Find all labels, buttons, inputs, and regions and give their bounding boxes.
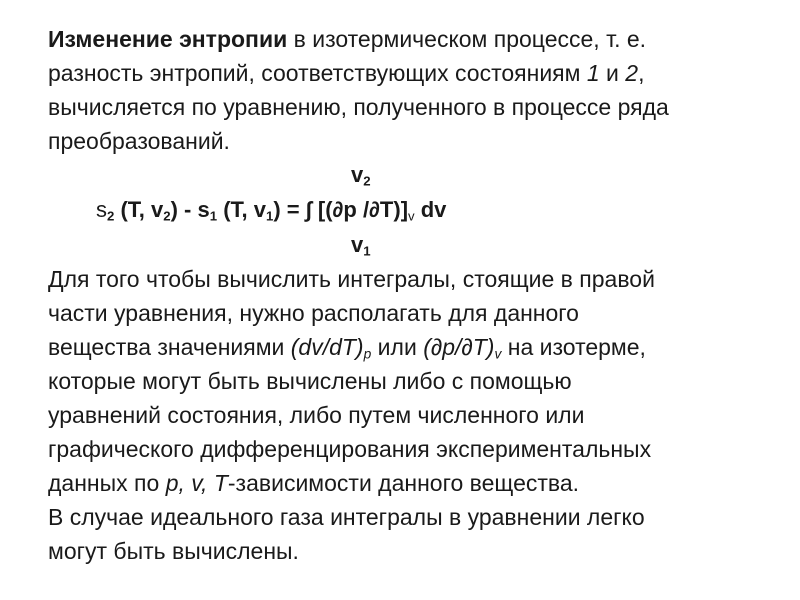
expr-dv-dt-sub: p bbox=[363, 346, 372, 362]
body-line7-start: данных по bbox=[48, 470, 166, 496]
s1-symbol: s bbox=[197, 197, 210, 222]
body-line3-or: или bbox=[371, 334, 424, 360]
slide-content bbox=[48, 22, 768, 568]
integral-expression: ∫ [(∂p /∂T)] bbox=[305, 197, 409, 222]
body-line8: В случае идеального газа интегралы в уравнении легко bbox=[48, 504, 645, 530]
s1-args-sub: 1 bbox=[265, 208, 274, 224]
s2-args-close: ) bbox=[170, 197, 178, 222]
intro-paragraph bbox=[48, 22, 768, 158]
intro-and: и bbox=[599, 60, 626, 86]
lower-limit-sub: 1 bbox=[363, 243, 371, 259]
intro-heading: Изменение энтропии bbox=[48, 26, 288, 52]
body-line7-vars: p, v, T bbox=[165, 470, 228, 496]
s2-args-open: (T, v bbox=[114, 197, 164, 222]
formula-equals: = bbox=[280, 197, 306, 222]
s2-args-sub: 2 bbox=[163, 208, 171, 224]
differential: dv bbox=[414, 197, 447, 222]
state-2: 2 bbox=[625, 60, 639, 86]
body-line5: уравнений состояния, либо путем численного или bbox=[48, 402, 585, 428]
formula-main-line bbox=[96, 193, 446, 227]
body-line1: Для того чтобы вычислить интегралы, стоящие в правой bbox=[48, 266, 655, 292]
intro-line3: вычисляется по уравнению, полученного в процессе ряда bbox=[48, 94, 669, 120]
intro-line4: преобразований. bbox=[48, 128, 230, 154]
entropy-formula bbox=[48, 158, 768, 262]
intro-line2-start: разность энтропий, соответствующих состояниям bbox=[48, 60, 587, 86]
formula-minus: - bbox=[177, 197, 198, 222]
s2-sub: 2 bbox=[107, 208, 115, 224]
body-line7-end: -зависимости данного вещества. bbox=[227, 470, 580, 496]
integrand-sub: v bbox=[408, 208, 415, 224]
expr-dv-dt: (dv/dT) bbox=[290, 334, 364, 360]
intro-line2-end: , bbox=[638, 60, 645, 86]
expr-dp-dt-sub: v bbox=[494, 346, 502, 362]
state-1: 1 bbox=[586, 60, 600, 86]
intro-line1-rest: в изотермическом процессе, т. е. bbox=[287, 26, 647, 52]
lower-limit bbox=[351, 228, 371, 262]
expr-dp-dt: (∂p/∂T) bbox=[423, 334, 495, 360]
body-line9: могут быть вычислены. bbox=[48, 538, 299, 564]
upper-limit bbox=[351, 158, 371, 192]
body-line4: которые могут быть вычислены либо с помощью bbox=[48, 368, 572, 394]
body-line2: части уравнения, нужно располагать для данного bbox=[48, 300, 579, 326]
upper-limit-base: v bbox=[351, 162, 364, 187]
s1-args-close: ) bbox=[273, 197, 281, 222]
body-paragraph bbox=[48, 262, 768, 568]
lower-limit-base: v bbox=[351, 232, 364, 257]
body-line3-start: вещества значениями bbox=[48, 334, 291, 360]
upper-limit-sub: 2 bbox=[363, 173, 371, 189]
s1-sub: 1 bbox=[209, 208, 218, 224]
s2-symbol: s bbox=[96, 197, 107, 222]
body-line6: графического дифференцирования экспериментальных bbox=[48, 436, 652, 462]
s1-args-open: (T, v bbox=[217, 197, 266, 222]
body-line3-end: на изотерме, bbox=[501, 334, 646, 360]
